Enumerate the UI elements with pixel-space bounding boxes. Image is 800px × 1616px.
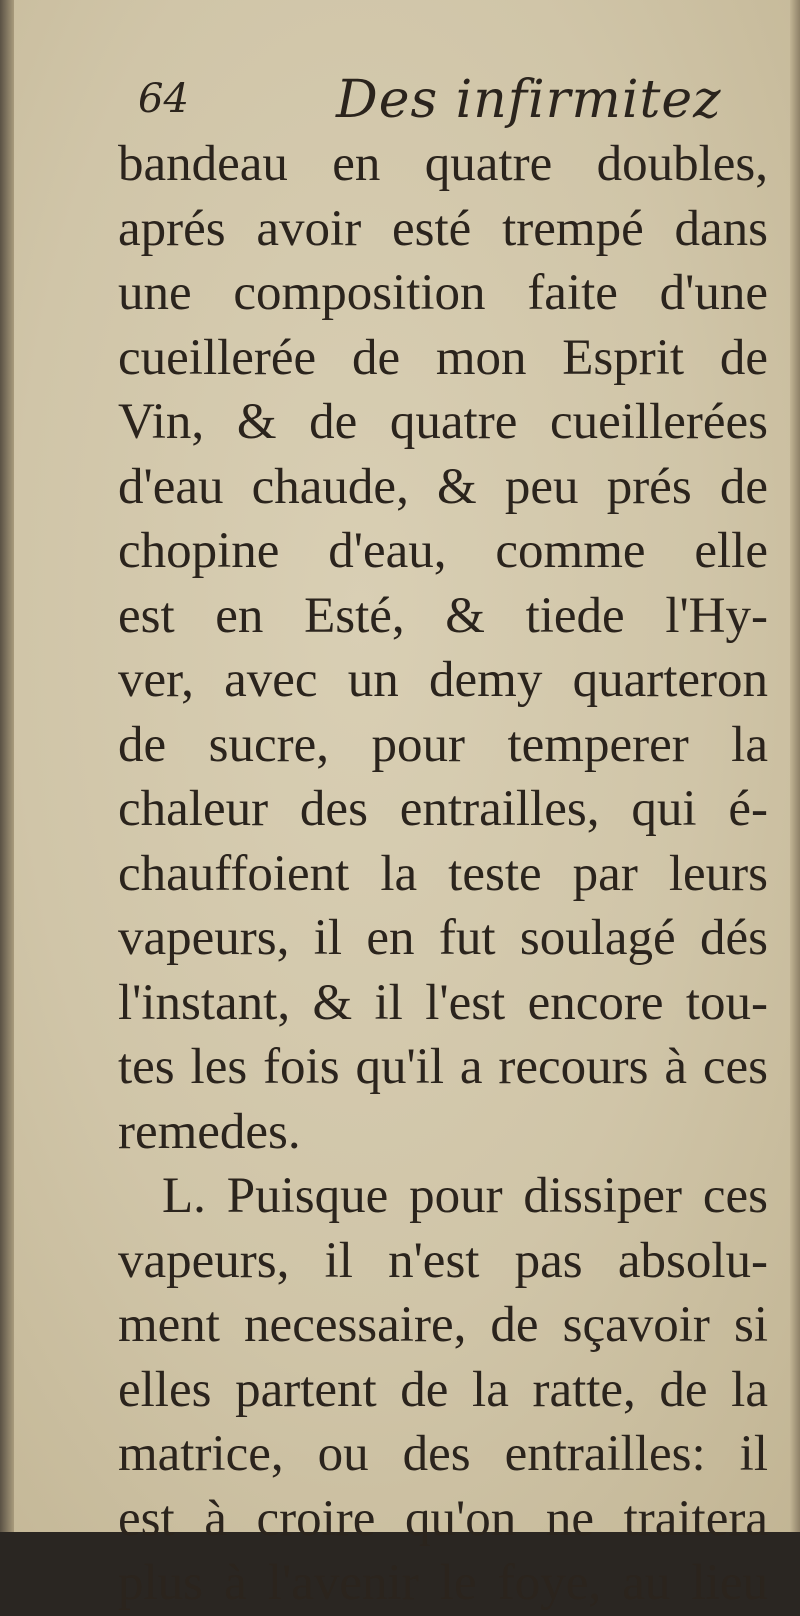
text-line: ment necessaire, de sçavoir si (118, 1297, 768, 1353)
text-line: chopine d'eau, comme elle (118, 523, 768, 579)
gutter-shadow (0, 0, 14, 1532)
text-line: remedes. (118, 1103, 301, 1160)
text-line: Vin, & de quatre cueillerées (118, 394, 768, 450)
page-header (118, 70, 778, 136)
page-number: 64 (138, 76, 189, 122)
text-line: une composition faite d'une (118, 265, 768, 321)
text-line: matrice, ou des entrailles: il (118, 1426, 768, 1482)
text-line: elles partent de la ratte, de la (118, 1361, 768, 1418)
text-line: ver, avec un demy quarteron (118, 652, 768, 708)
text-line: chauffoient la teste par leurs (118, 845, 768, 902)
text-block (118, 132, 768, 1616)
text-line: de sucre, pour temperer la (118, 716, 768, 773)
text-line: chaleur des entrailles, qui é- (118, 781, 768, 837)
text-line: vapeurs, il en fut soulagé dés (118, 910, 768, 966)
page-edge (790, 0, 800, 1532)
text-line: cueillerée de mon Esprit de (118, 329, 768, 386)
text-line: bandeau en quatre doubles, (118, 136, 768, 192)
paragraph-start-line: L. Puisque pour dissiper ces (162, 1168, 768, 1224)
text-line: l'instant, & il l'est encore tou- (118, 974, 768, 1031)
text-line: est à croire qu'on ne traitera (118, 1490, 768, 1547)
text-line: aprés avoir esté trempé dans (118, 200, 768, 257)
text-line: vapeurs, il n'est pas absolu- (118, 1232, 768, 1289)
text-line: est en Esté, & tiede l'Hy- (118, 587, 768, 644)
text-line: d'eau chaude, & peu prés de (118, 458, 768, 515)
text-line: tes les fois qu'il a recours à ces (118, 1039, 768, 1095)
running-head: Des infirmitez (336, 70, 722, 130)
text-line: plus à l'avenir le foye, au lieu (118, 1555, 768, 1611)
